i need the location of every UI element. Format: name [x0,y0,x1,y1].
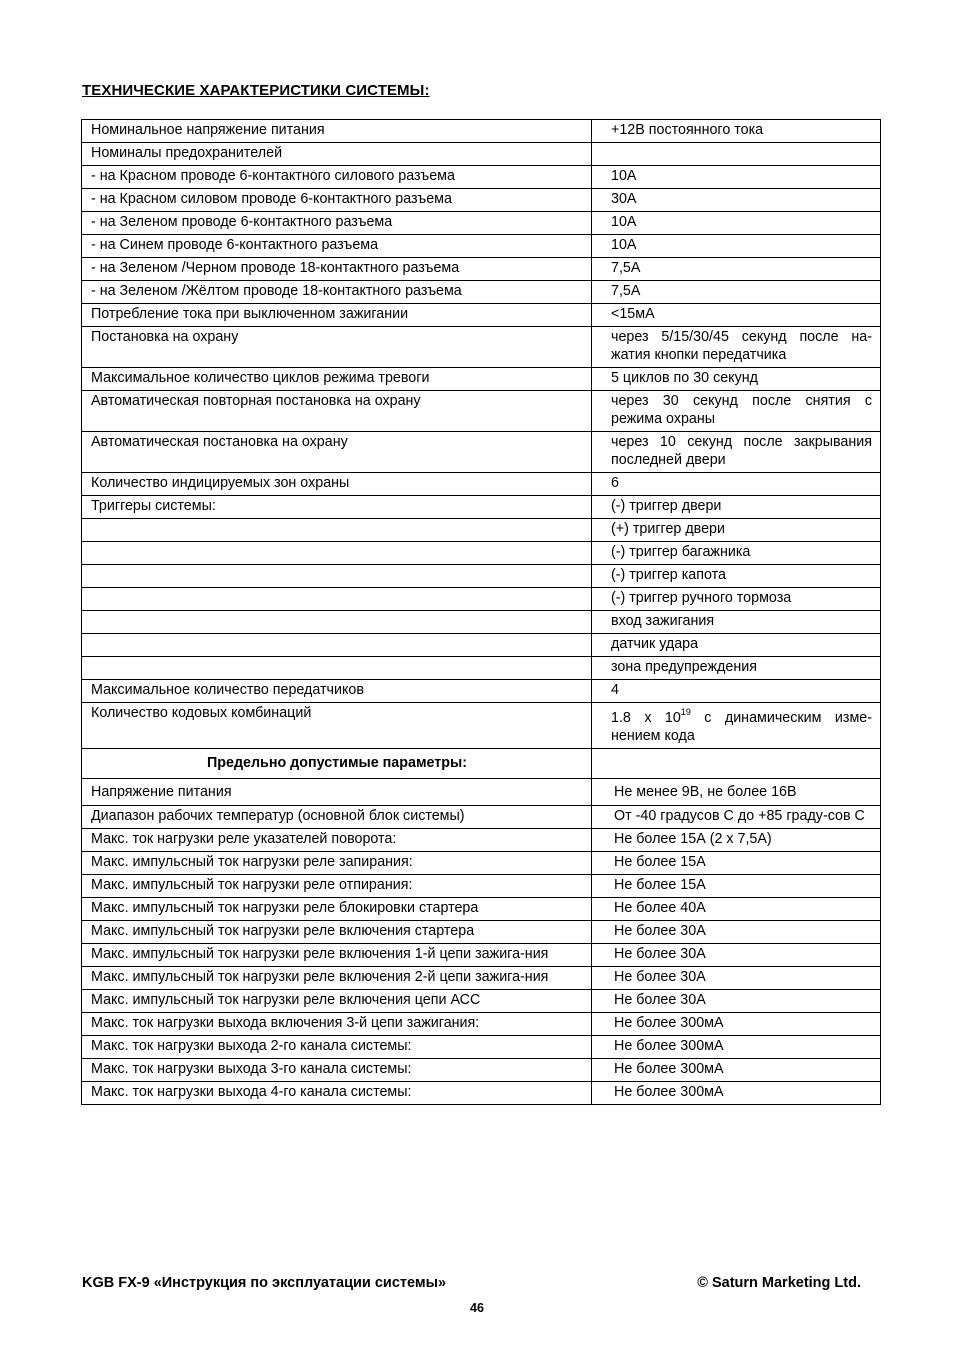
limits-heading-row [82,749,881,779]
value-cell: через 30 секунд после снятия с режима охраны [592,391,881,432]
param-cell [82,542,592,565]
param-cell [82,565,592,588]
table-row [82,1059,881,1082]
param-cell [82,657,592,680]
value-cell: датчик удара [592,634,881,657]
table-row [82,1082,881,1105]
table-row [82,120,881,143]
table-row [82,143,881,166]
value-cell: через 10 секунд после закрывания последней двери [592,432,881,473]
value-cell [592,703,881,749]
param-cell: Количество индицируемых зон охраны [82,473,592,496]
table-row [82,898,881,921]
table-row [82,967,881,990]
value-cell: Не более 15А (2 x 7,5А) [592,829,881,852]
table-row [82,1013,881,1036]
value-cell: (-) триггер двери [592,496,881,519]
value-cell: <15мА [592,304,881,327]
table-row [82,327,881,368]
value-cell: 6 [592,473,881,496]
page-title: ТЕХНИЧЕСКИЕ ХАРАКТЕРИСТИКИ СИСТЕМЫ: [82,82,430,99]
value-cell: (-) триггер ручного тормоза [592,588,881,611]
table-row [82,235,881,258]
specifications-table [81,119,881,1105]
param-cell: Номинальное напряжение питания [82,120,592,143]
param-cell: - на Зеленом /Жёлтом проводе 18-контактного разъема [82,281,592,304]
table-row [82,391,881,432]
param-cell: Номиналы предохранителей [82,143,592,166]
param-cell: - на Синем проводе 6-контактного разъема [82,235,592,258]
value-cell: Не более 30А [592,944,881,967]
value-cell: Не более 40А [592,898,881,921]
table-row [82,588,881,611]
code-base: 1.8 x 10 [611,710,681,726]
table-row [82,166,881,189]
table-row [82,212,881,235]
value-cell: Не более 300мА [592,1059,881,1082]
value-cell: Не более 15А [592,852,881,875]
param-cell: Макс. импульсный ток нагрузки реле включения цепи АСС [82,990,592,1013]
value-cell: (-) триггер багажника [592,542,881,565]
table-row [82,519,881,542]
value-cell: 10А [592,212,881,235]
table-row [82,990,881,1013]
table-row [82,542,881,565]
value-cell: Не более 15А [592,875,881,898]
table-row [82,496,881,519]
param-cell: Триггеры системы: [82,496,592,519]
value-cell: Не менее 9В, не более 16В [592,779,881,806]
param-cell: Количество кодовых комбинаций [82,703,592,749]
value-cell: 5 циклов по 30 секунд [592,368,881,391]
table-row [82,611,881,634]
code-rest: с динамическим изме-нением кода [611,710,872,744]
page-number: 46 [470,1301,484,1315]
param-cell: Макс. ток нагрузки выхода 2-го канала системы: [82,1036,592,1059]
value-cell: 7,5А [592,258,881,281]
param-cell: Макс. ток нагрузки реле указателей поворота: [82,829,592,852]
value-cell: зона предупреждения [592,657,881,680]
param-cell: Постановка на охрану [82,327,592,368]
footer-document-title: KGB FX-9 «Инструкция по эксплуатации системы» [82,1275,447,1291]
value-cell: вход зажигания [592,611,881,634]
table-row [82,852,881,875]
param-cell: Макс. импульсный ток нагрузки реле блокировки стартера [82,898,592,921]
table-row [82,258,881,281]
param-cell: Макс. ток нагрузки выхода 4-го канала системы: [82,1082,592,1105]
value-cell: 30А [592,189,881,212]
param-cell: - на Красном проводе 6-контактного силового разъема [82,166,592,189]
param-cell: Макс. импульсный ток нагрузки реле включения 2-й цепи зажига-ния [82,967,592,990]
param-cell [82,519,592,542]
value-cell: Не более 30А [592,990,881,1013]
table-row [82,806,881,829]
limits-heading: Предельно допустимые параметры: [82,749,592,779]
table-row [82,829,881,852]
param-cell: Макс. ток нагрузки выхода 3-го канала системы: [82,1059,592,1082]
specifications-body [82,120,881,1105]
param-cell: Автоматическая постановка на охрану [82,432,592,473]
table-row [82,921,881,944]
table-row [82,565,881,588]
param-cell: Макс. импульсный ток нагрузки реле запирания: [82,852,592,875]
param-cell: Максимальное количество передатчиков [82,680,592,703]
code-exponent: 19 [680,707,691,717]
param-cell: Потребление тока при выключенном зажигании [82,304,592,327]
value-cell: Не более 30А [592,921,881,944]
value-cell: Не более 30А [592,967,881,990]
param-cell: Автоматическая повторная постановка на охрану [82,391,592,432]
value-cell: (-) триггер капота [592,565,881,588]
param-cell: - на Красном силовом проводе 6-контактного разъема [82,189,592,212]
param-cell [82,588,592,611]
table-row [82,432,881,473]
table-row [82,944,881,967]
value-cell: 4 [592,680,881,703]
value-cell: Не более 300мА [592,1082,881,1105]
param-cell: Максимальное количество циклов режима тревоги [82,368,592,391]
param-cell: - на Зеленом /Черном проводе 18-контактного разъема [82,258,592,281]
param-cell [82,611,592,634]
table-row [82,473,881,496]
value-cell: 7,5А [592,281,881,304]
value-cell: 10А [592,166,881,189]
param-cell [82,634,592,657]
param-cell: Макс. ток нагрузки выхода включения 3-й цепи зажигания: [82,1013,592,1036]
value-cell: (+) триггер двери [592,519,881,542]
table-row [82,680,881,703]
table-row [82,657,881,680]
value-cell: через 5/15/30/45 секунд после на-жатия кнопки передатчика [592,327,881,368]
footer-copyright: © Saturn Marketing Ltd. [697,1275,861,1291]
table-row [82,304,881,327]
table-row [82,281,881,304]
table-row [82,779,881,806]
table-row [82,1036,881,1059]
value-cell: Не более 300мА [592,1036,881,1059]
value-cell: От -40 градусов С до +85 граду-сов С [592,806,881,829]
value-cell: 10А [592,235,881,258]
table-row [82,189,881,212]
param-cell: Напряжение питания [82,779,592,806]
page-footer [82,1275,861,1291]
param-cell: Макс. импульсный ток нагрузки реле включения 1-й цепи зажига-ния [82,944,592,967]
param-cell: Макс. импульсный ток нагрузки реле отпирания: [82,875,592,898]
value-cell: +12В постоянного тока [592,120,881,143]
table-row-code-combinations [82,703,881,749]
value-cell [592,749,881,779]
value-cell: Не более 300мА [592,1013,881,1036]
param-cell: Макс. импульсный ток нагрузки реле включения стартера [82,921,592,944]
param-cell: - на Зеленом проводе 6-контактного разъема [82,212,592,235]
table-row [82,368,881,391]
value-cell [592,143,881,166]
param-cell: Диапазон рабочих температур (основной блок системы) [82,806,592,829]
table-row [82,875,881,898]
table-row [82,634,881,657]
